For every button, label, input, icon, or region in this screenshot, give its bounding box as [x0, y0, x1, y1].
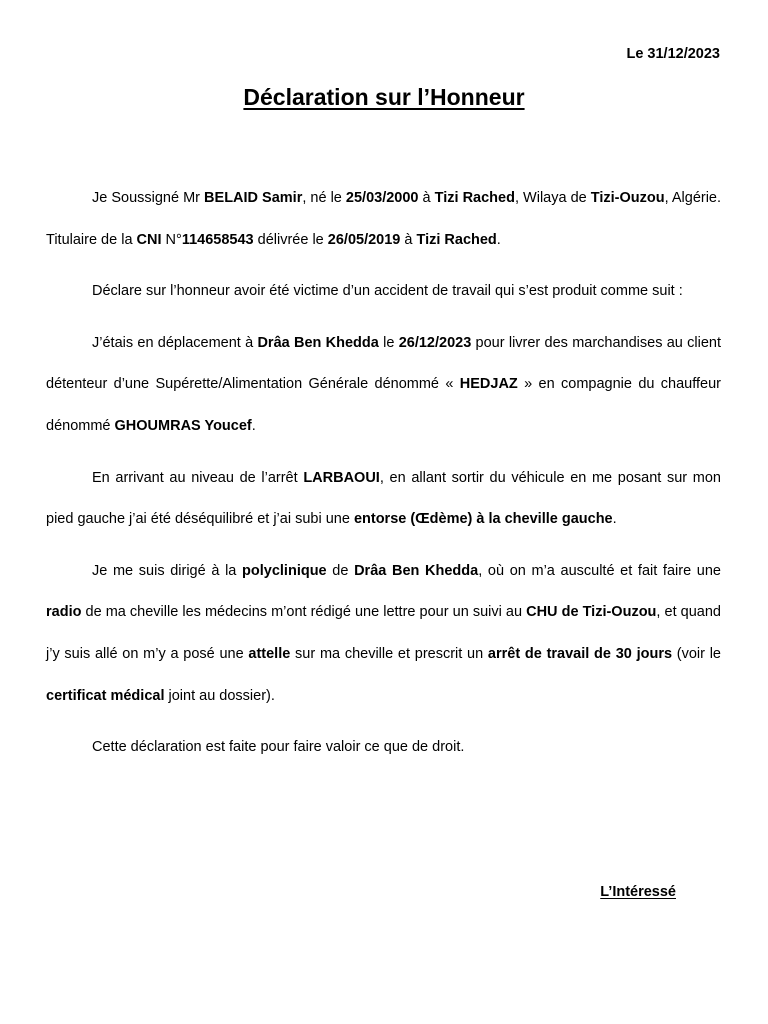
- text-run: Déclare sur l’honneur avoir été victime d’un accident de travail qui s’est produit comme suit :: [92, 283, 683, 300]
- bold-text-run: Drâa Ben Khedda: [354, 562, 479, 579]
- bold-text-run: BELAID Samir: [204, 190, 303, 206]
- text-run: Je Soussigné Mr: [92, 190, 205, 206]
- text-run: (voir le: [672, 645, 721, 662]
- bold-text-run: Tizi-Ouzou: [590, 190, 665, 206]
- bold-text-run: GHOUMRAS Youcef: [114, 417, 252, 434]
- text-run: .: [251, 417, 256, 434]
- paragraph-accident: [46, 458, 721, 541]
- bold-text-run: attelle: [248, 645, 291, 662]
- bold-text-run: LARBAOUI: [303, 469, 380, 486]
- text-run: délivrée le: [253, 231, 328, 248]
- signature-label: L’Intéressé: [600, 884, 676, 900]
- bold-text-run: certificat médical: [46, 687, 165, 704]
- paragraph-identity: [46, 178, 721, 261]
- text-run: .: [612, 511, 617, 528]
- text-run: , où on m’a ausculté et fait faire une: [478, 562, 721, 579]
- text-run: sur ma cheville et prescrit un: [290, 645, 488, 662]
- text-run: pour livrer des marchandises au client détenteur d’une Supérette/Alimentation Générale dénommé «: [46, 334, 722, 393]
- bold-text-run: Drâa Ben Khedda: [257, 334, 379, 351]
- bold-text-run: entorse (Œdème) à la cheville gauche: [353, 511, 613, 528]
- text-run: de ma cheville les médecins m’ont rédigé une lettre pour un suivi au: [81, 604, 527, 621]
- paragraph-closing: [46, 727, 721, 769]
- bold-text-run: CHU de Tizi-Ouzou: [526, 604, 657, 621]
- document-body: [46, 178, 721, 769]
- paragraph-context: [46, 323, 721, 448]
- bold-text-run: Tizi Rached: [416, 231, 497, 248]
- text-run: , né le: [302, 190, 346, 206]
- text-run: N°: [161, 231, 182, 248]
- text-run: Cette déclaration est faite pour faire valoir ce que de droit.: [92, 739, 465, 756]
- bold-text-run: 26/12/2023: [398, 334, 472, 351]
- bold-text-run: 25/03/2000: [345, 190, 419, 206]
- text-run: » en compagnie du chauffeur dénommé: [46, 376, 721, 434]
- text-run: J’étais en déplacement à: [92, 334, 258, 351]
- text-run: , et quand j’y suis allé on m’y a posé une: [46, 604, 721, 662]
- text-run: .: [496, 231, 501, 248]
- bold-text-run: polyclinique: [242, 562, 327, 579]
- text-run: Je me suis dirigé à la: [92, 562, 243, 579]
- text-run: à: [400, 231, 417, 248]
- bold-text-run: HEDJAZ: [459, 376, 518, 393]
- bold-text-run: CNI: [136, 231, 162, 248]
- text-run: , Wilaya de: [514, 190, 591, 206]
- document-title: Déclaration sur l’Honneur: [243, 84, 525, 110]
- bold-text-run: Tizi Rached: [434, 190, 515, 206]
- text-run: joint au dossier).: [164, 687, 275, 704]
- bold-text-run: radio: [46, 604, 82, 621]
- text-run: En arrivant au niveau de l’arrêt: [92, 469, 304, 486]
- bold-text-run: arrêt de travail de 30 jours: [487, 645, 673, 662]
- text-run: de: [326, 562, 355, 579]
- bold-text-run: 26/05/2019: [327, 231, 401, 248]
- paragraph-treatment: [46, 551, 721, 717]
- text-run: , en allant sortir du véhicule en me posant sur mon pied gauche j’ai été déséquilibré et j’ai subi une: [46, 469, 721, 528]
- text-run: , Algérie. Titulaire de la: [46, 190, 722, 248]
- paragraph-declaration: [46, 271, 721, 313]
- text-run: à: [418, 190, 435, 206]
- document-date: Le 31/12/2023: [626, 46, 720, 62]
- bold-text-run: 114658543: [181, 231, 254, 248]
- text-run: le: [378, 334, 399, 351]
